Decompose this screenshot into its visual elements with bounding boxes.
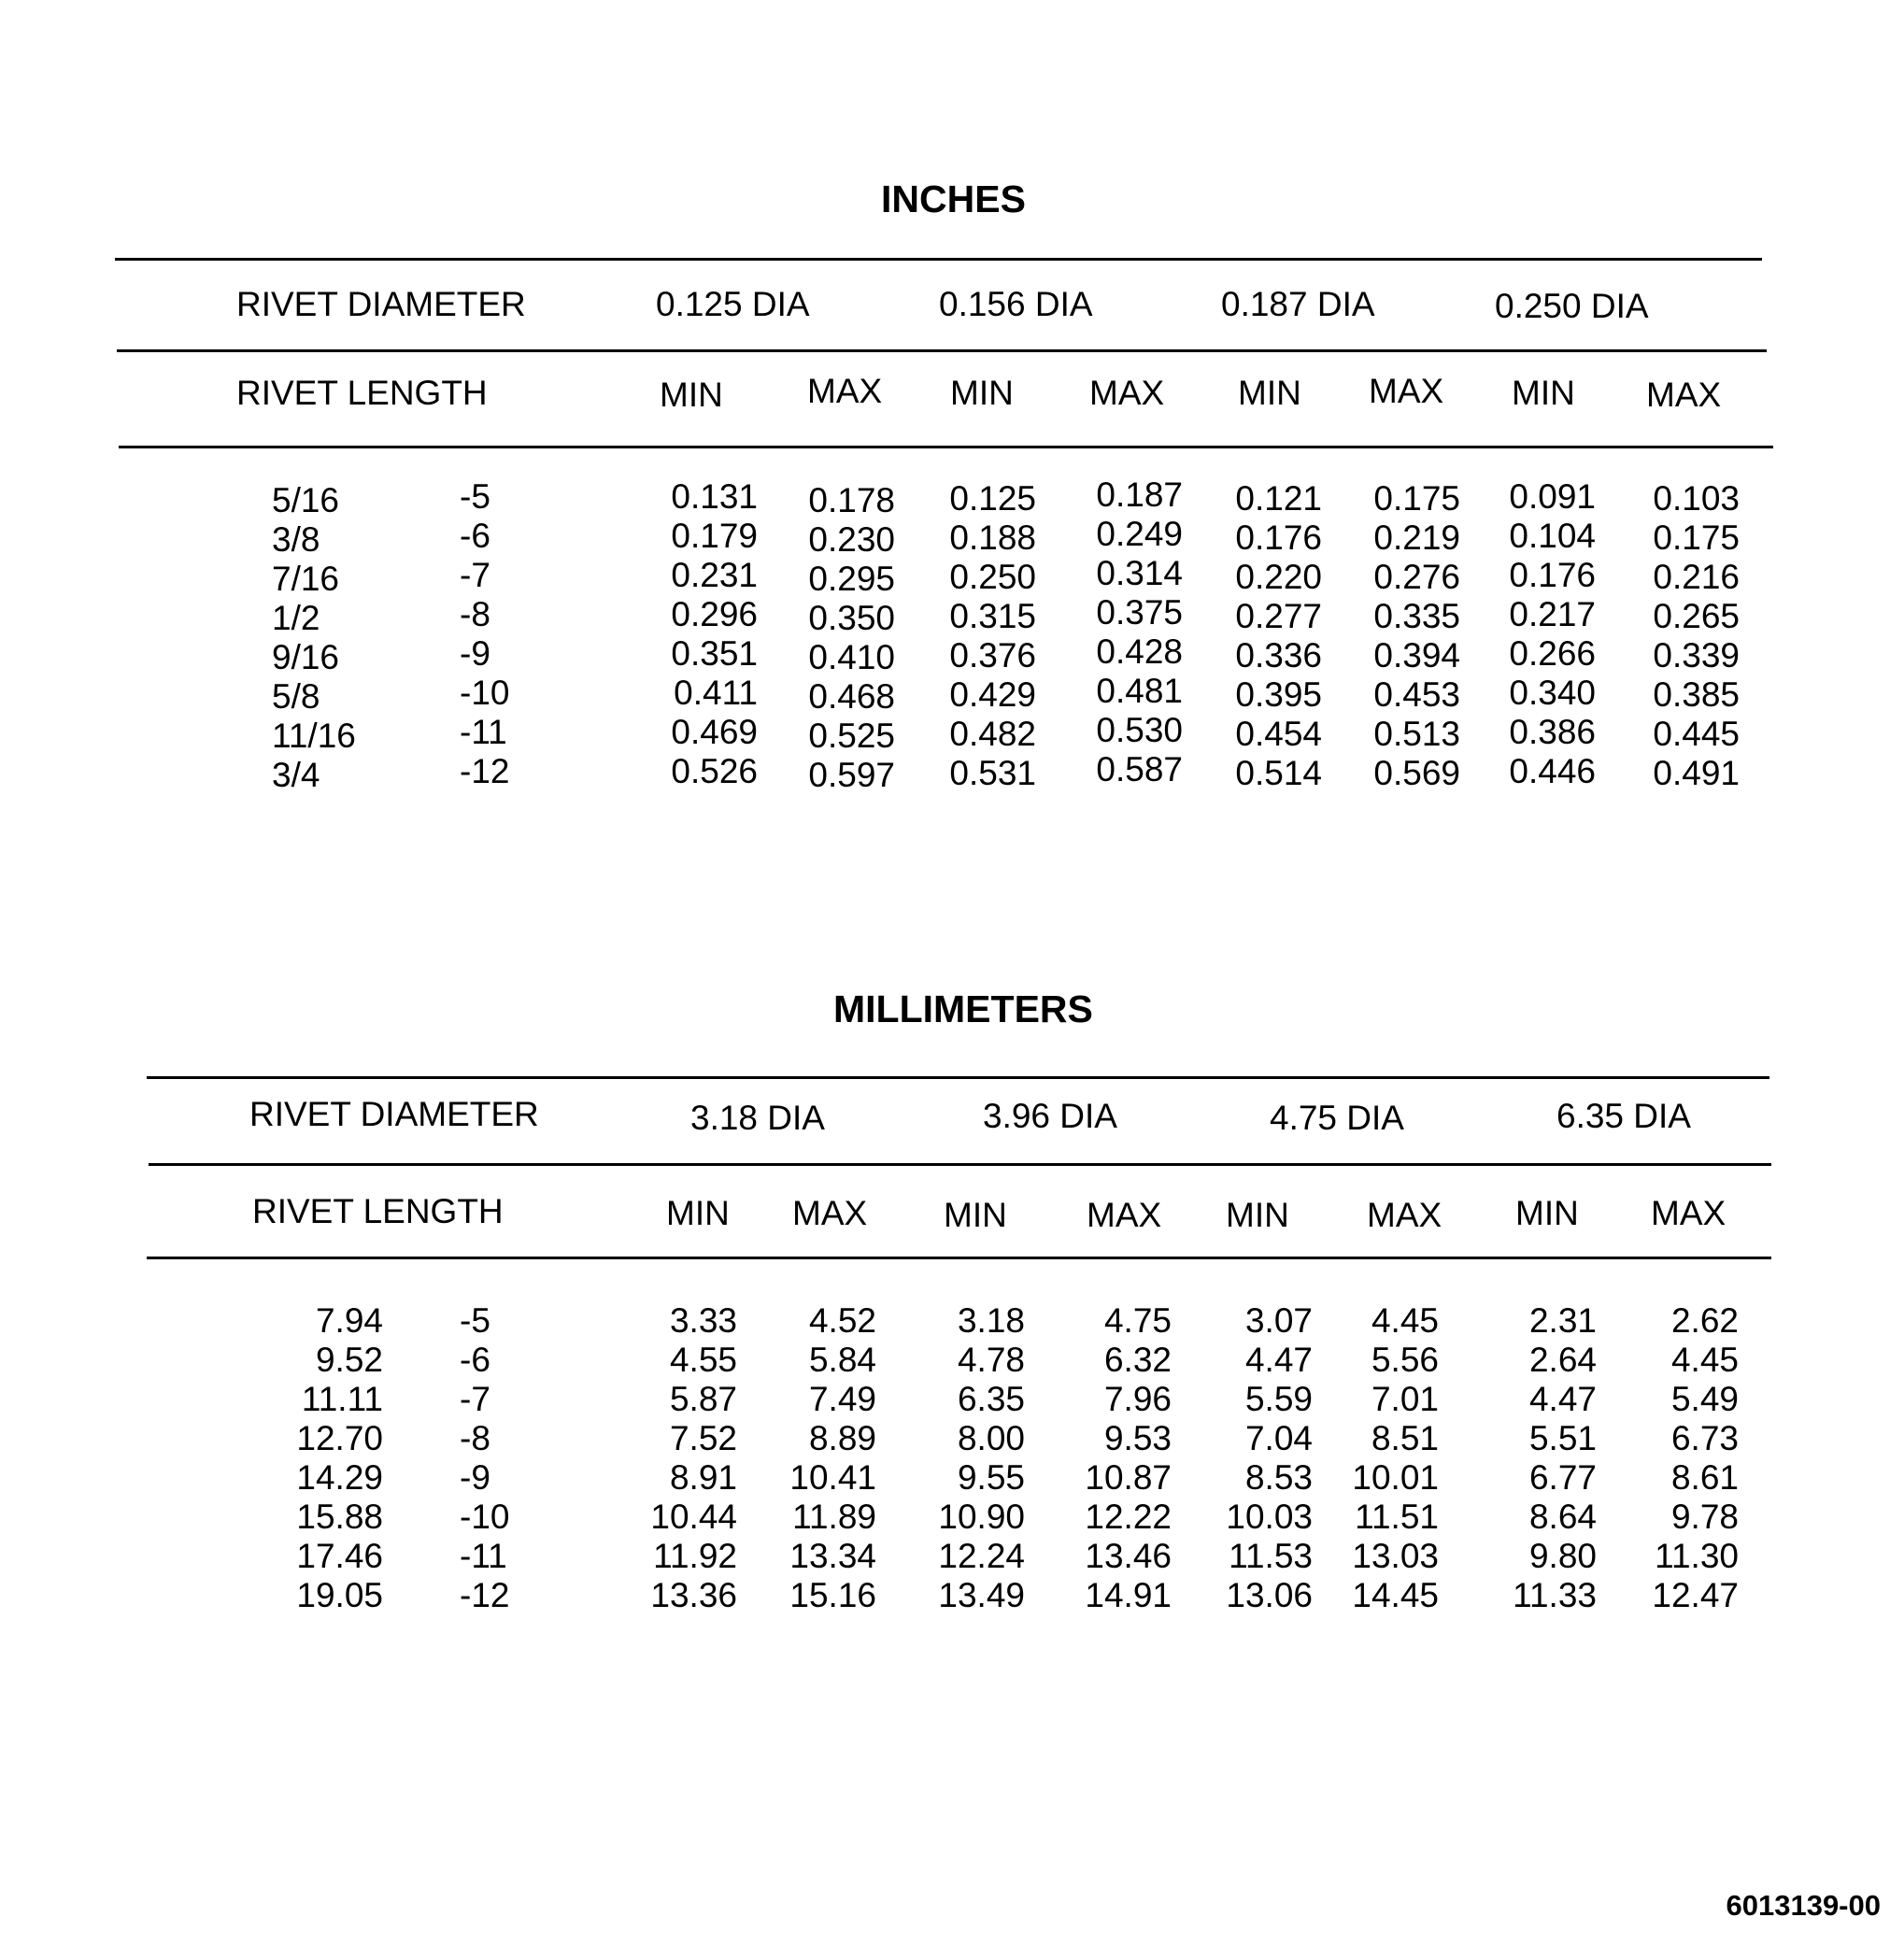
rivet-length-label: RIVET LENGTH bbox=[236, 374, 488, 412]
min-value: 11.33 bbox=[1513, 1576, 1597, 1614]
max-value: 4.52 bbox=[808, 1301, 876, 1340]
max-value: 0.513 bbox=[1373, 715, 1460, 753]
max-value: 12.47 bbox=[1652, 1576, 1739, 1614]
max-header: MAX bbox=[792, 1194, 868, 1232]
min-value: 4.78 bbox=[957, 1341, 1025, 1379]
max-value: 0.178 bbox=[808, 481, 895, 519]
min-value: 9.55 bbox=[957, 1458, 1025, 1497]
min-header: MIN bbox=[1226, 1196, 1289, 1234]
bottom-rule bbox=[147, 1257, 1771, 1259]
diameter-header: 0.187 DIA bbox=[1221, 285, 1375, 323]
max-value: 5.56 bbox=[1371, 1341, 1439, 1379]
min-value: 0.454 bbox=[1235, 715, 1322, 753]
max-value: 0.468 bbox=[808, 677, 895, 716]
rivet-length-value: 3/8 bbox=[272, 520, 320, 559]
min-value: 0.376 bbox=[949, 636, 1036, 675]
rivet-dash-code: -5 bbox=[460, 477, 490, 516]
figure-id: 6013139-00 bbox=[1726, 1889, 1881, 1922]
rivet-dash-code: -9 bbox=[460, 1458, 490, 1497]
min-header: MIN bbox=[944, 1196, 1007, 1234]
min-value: 0.231 bbox=[671, 556, 758, 594]
min-value: 11.53 bbox=[1229, 1537, 1313, 1575]
min-value: 0.266 bbox=[1509, 634, 1596, 673]
max-value: 6.32 bbox=[1103, 1341, 1172, 1379]
min-value: 0.188 bbox=[949, 518, 1036, 557]
rivet-length-value: 14.29 bbox=[296, 1458, 383, 1497]
max-value: 0.314 bbox=[1096, 554, 1183, 592]
min-value: 9.80 bbox=[1528, 1537, 1597, 1575]
max-header: MAX bbox=[807, 372, 883, 410]
min-value: 0.469 bbox=[671, 713, 758, 751]
max-value: 0.175 bbox=[1653, 518, 1740, 557]
bottom-rule bbox=[119, 446, 1773, 448]
max-value: 13.03 bbox=[1352, 1537, 1439, 1575]
rivet-dash-code: -11 bbox=[460, 1537, 507, 1575]
diameter-header: 0.156 DIA bbox=[939, 285, 1093, 323]
min-value: 0.121 bbox=[1235, 479, 1322, 518]
max-value: 0.453 bbox=[1373, 675, 1460, 714]
max-value: 4.45 bbox=[1670, 1341, 1739, 1379]
min-value: 6.77 bbox=[1528, 1458, 1597, 1497]
max-value: 0.249 bbox=[1096, 515, 1183, 553]
min-value: 7.04 bbox=[1244, 1419, 1313, 1457]
min-value: 13.36 bbox=[650, 1576, 737, 1614]
max-header: MAX bbox=[1651, 1194, 1727, 1232]
min-value: 0.091 bbox=[1509, 477, 1596, 516]
rivet-length-value: 7.94 bbox=[315, 1301, 383, 1340]
mid-rule bbox=[149, 1163, 1771, 1166]
min-value: 8.53 bbox=[1244, 1458, 1313, 1497]
rivet-length-value: 5/8 bbox=[272, 677, 320, 716]
max-header: MAX bbox=[1089, 374, 1165, 412]
rivet-length-value: 19.05 bbox=[296, 1576, 383, 1614]
max-header: MAX bbox=[1646, 376, 1722, 414]
rivet-dash-code: -8 bbox=[460, 1419, 490, 1457]
max-value: 13.34 bbox=[789, 1537, 876, 1575]
min-value: 5.51 bbox=[1528, 1419, 1597, 1457]
rivet-length-value: 9.52 bbox=[315, 1341, 383, 1379]
min-value: 0.386 bbox=[1509, 713, 1596, 751]
max-value: 13.46 bbox=[1085, 1537, 1172, 1575]
max-value: 0.428 bbox=[1096, 632, 1183, 671]
max-value: 8.89 bbox=[808, 1419, 876, 1457]
min-header: MIN bbox=[950, 374, 1014, 412]
max-value: 0.394 bbox=[1373, 636, 1460, 675]
min-value: 2.64 bbox=[1528, 1341, 1597, 1379]
max-value: 4.75 bbox=[1103, 1301, 1172, 1340]
max-value: 0.175 bbox=[1373, 479, 1460, 518]
min-header: MIN bbox=[1512, 374, 1575, 412]
rivet-dash-code: -12 bbox=[460, 1576, 510, 1614]
min-value: 0.250 bbox=[949, 558, 1036, 596]
max-value: 7.96 bbox=[1103, 1380, 1172, 1418]
max-header: MAX bbox=[1087, 1196, 1162, 1234]
max-value: 2.62 bbox=[1670, 1301, 1739, 1340]
max-value: 0.481 bbox=[1096, 672, 1183, 710]
min-value: 0.179 bbox=[671, 517, 758, 555]
diameter-header: 6.35 DIA bbox=[1556, 1097, 1691, 1135]
min-value: 6.35 bbox=[957, 1380, 1025, 1418]
rivet-length-value: 1/2 bbox=[272, 599, 320, 637]
max-value: 0.265 bbox=[1653, 597, 1740, 635]
max-value: 0.339 bbox=[1653, 636, 1740, 675]
diameter-header: 4.75 DIA bbox=[1270, 1099, 1404, 1137]
min-value: 13.49 bbox=[938, 1576, 1025, 1614]
min-value: 8.91 bbox=[669, 1458, 737, 1497]
min-value: 0.104 bbox=[1509, 517, 1596, 555]
max-value: 11.89 bbox=[792, 1498, 876, 1536]
max-value: 10.01 bbox=[1352, 1458, 1439, 1497]
max-value: 0.375 bbox=[1096, 593, 1183, 632]
rivet-dash-code: -10 bbox=[460, 674, 510, 712]
min-header: MIN bbox=[666, 1194, 730, 1232]
min-value: 0.217 bbox=[1509, 595, 1596, 633]
min-value: 11.92 bbox=[653, 1537, 737, 1575]
max-value: 0.530 bbox=[1096, 711, 1183, 749]
max-value: 0.491 bbox=[1653, 754, 1740, 792]
max-value: 12.22 bbox=[1085, 1498, 1172, 1536]
rivet-diameter-label: RIVET DIAMETER bbox=[249, 1095, 539, 1133]
rivet-length-label: RIVET LENGTH bbox=[252, 1192, 504, 1230]
min-value: 4.47 bbox=[1528, 1380, 1597, 1418]
max-value: 14.91 bbox=[1085, 1576, 1172, 1614]
min-value: 0.336 bbox=[1235, 636, 1322, 675]
max-value: 4.45 bbox=[1371, 1301, 1439, 1340]
min-value: 0.296 bbox=[671, 595, 758, 633]
rivet-length-value: 9/16 bbox=[272, 638, 340, 676]
max-value: 5.84 bbox=[808, 1341, 876, 1379]
max-value: 0.103 bbox=[1653, 479, 1740, 518]
min-header: MIN bbox=[1515, 1194, 1579, 1232]
max-value: 0.385 bbox=[1653, 675, 1740, 714]
min-value: 4.55 bbox=[669, 1341, 737, 1379]
max-value: 0.587 bbox=[1096, 750, 1183, 788]
max-value: 8.51 bbox=[1371, 1419, 1439, 1457]
max-value: 0.569 bbox=[1373, 754, 1460, 792]
max-value: 0.219 bbox=[1373, 518, 1460, 557]
diameter-header: 3.18 DIA bbox=[690, 1099, 825, 1137]
min-value: 0.531 bbox=[949, 754, 1036, 792]
min-value: 2.31 bbox=[1528, 1301, 1597, 1340]
max-value: 0.187 bbox=[1096, 476, 1183, 514]
rivet-length-value: 11/16 bbox=[272, 717, 356, 755]
millimeters-title: MILLIMETERS bbox=[833, 987, 1093, 1030]
inches-title: INCHES bbox=[881, 178, 1026, 220]
min-value: 0.176 bbox=[1509, 556, 1596, 594]
min-value: 7.52 bbox=[669, 1419, 737, 1457]
diameter-header: 0.250 DIA bbox=[1495, 287, 1649, 325]
max-value: 0.525 bbox=[808, 717, 895, 755]
min-value: 0.514 bbox=[1235, 754, 1322, 792]
min-value: 0.125 bbox=[949, 479, 1036, 518]
rivet-dash-code: -11 bbox=[460, 713, 507, 751]
rivet-dash-code: -8 bbox=[460, 595, 490, 633]
rivet-dash-code: -10 bbox=[460, 1498, 510, 1536]
max-value: 0.216 bbox=[1653, 558, 1740, 596]
max-value: 7.01 bbox=[1371, 1380, 1439, 1418]
max-value: 0.410 bbox=[808, 638, 895, 676]
max-value: 7.49 bbox=[808, 1380, 876, 1418]
min-header: MIN bbox=[660, 376, 723, 414]
rivet-dash-code: -5 bbox=[460, 1301, 490, 1340]
max-value: 9.78 bbox=[1670, 1498, 1739, 1536]
min-value: 0.429 bbox=[949, 675, 1036, 714]
max-value: 14.45 bbox=[1352, 1576, 1439, 1614]
max-value: 11.30 bbox=[1655, 1537, 1739, 1575]
max-value: 10.41 bbox=[789, 1458, 876, 1497]
rivet-diameter-label: RIVET DIAMETER bbox=[236, 285, 526, 323]
rivet-dash-code: -6 bbox=[460, 1341, 490, 1379]
max-value: 0.335 bbox=[1373, 597, 1460, 635]
max-value: 11.51 bbox=[1355, 1498, 1439, 1536]
min-value: 0.131 bbox=[671, 477, 758, 516]
min-value: 10.03 bbox=[1226, 1498, 1313, 1536]
min-value: 10.44 bbox=[650, 1498, 737, 1536]
min-value: 13.06 bbox=[1226, 1576, 1313, 1614]
min-value: 3.33 bbox=[669, 1301, 737, 1340]
min-value: 0.395 bbox=[1235, 675, 1322, 714]
min-value: 8.00 bbox=[957, 1419, 1025, 1457]
min-value: 0.176 bbox=[1235, 518, 1322, 557]
top-rule bbox=[115, 258, 1762, 261]
max-header: MAX bbox=[1369, 372, 1444, 410]
max-value: 10.87 bbox=[1085, 1458, 1172, 1497]
diameter-header: 3.96 DIA bbox=[983, 1097, 1117, 1135]
rivet-length-value: 12.70 bbox=[296, 1419, 383, 1457]
min-value: 0.315 bbox=[949, 597, 1036, 635]
min-value: 5.87 bbox=[669, 1380, 737, 1418]
diameter-header: 0.125 DIA bbox=[656, 285, 810, 323]
max-value: 0.276 bbox=[1373, 558, 1460, 596]
max-value: 9.53 bbox=[1103, 1419, 1172, 1457]
min-value: 4.47 bbox=[1244, 1341, 1313, 1379]
max-value: 0.597 bbox=[808, 756, 895, 794]
top-rule bbox=[147, 1076, 1769, 1079]
max-value: 8.61 bbox=[1670, 1458, 1739, 1497]
min-value: 10.90 bbox=[938, 1498, 1025, 1536]
min-value: 0.482 bbox=[949, 715, 1036, 753]
min-value: 0.351 bbox=[671, 634, 758, 673]
max-value: 0.350 bbox=[808, 599, 895, 637]
rivet-dash-code: -6 bbox=[460, 517, 490, 555]
min-value: 12.24 bbox=[938, 1537, 1025, 1575]
min-value: 0.446 bbox=[1509, 752, 1596, 790]
min-value: 8.64 bbox=[1528, 1498, 1597, 1536]
max-value: 0.445 bbox=[1653, 715, 1740, 753]
min-value: 3.18 bbox=[957, 1301, 1025, 1340]
rivet-length-value: 15.88 bbox=[296, 1498, 383, 1536]
rivet-length-value: 11.11 bbox=[301, 1380, 383, 1418]
min-value: 0.340 bbox=[1509, 674, 1596, 712]
rivet-length-value: 17.46 bbox=[296, 1537, 383, 1575]
mid-rule bbox=[117, 349, 1767, 352]
min-value: 5.59 bbox=[1244, 1380, 1313, 1418]
rivet-dash-code: -7 bbox=[460, 1380, 490, 1418]
max-value: 0.295 bbox=[808, 560, 895, 598]
rivet-dash-code: -12 bbox=[460, 752, 510, 790]
rivet-length-value: 7/16 bbox=[272, 560, 340, 598]
max-value: 15.16 bbox=[789, 1576, 876, 1614]
rivet-dash-code: -7 bbox=[460, 556, 490, 594]
max-value: 0.230 bbox=[808, 520, 895, 559]
max-value: 6.73 bbox=[1670, 1419, 1739, 1457]
min-value: 3.07 bbox=[1244, 1301, 1313, 1340]
rivet-dash-code: -9 bbox=[460, 634, 490, 673]
min-value: 0.220 bbox=[1235, 558, 1322, 596]
min-value: 0.411 bbox=[674, 674, 758, 712]
rivet-length-value: 3/4 bbox=[272, 756, 320, 794]
min-value: 0.277 bbox=[1235, 597, 1322, 635]
min-value: 0.526 bbox=[671, 752, 758, 790]
min-header: MIN bbox=[1238, 374, 1301, 412]
max-header: MAX bbox=[1367, 1196, 1442, 1234]
rivet-length-value: 5/16 bbox=[272, 481, 340, 519]
max-value: 5.49 bbox=[1670, 1380, 1739, 1418]
